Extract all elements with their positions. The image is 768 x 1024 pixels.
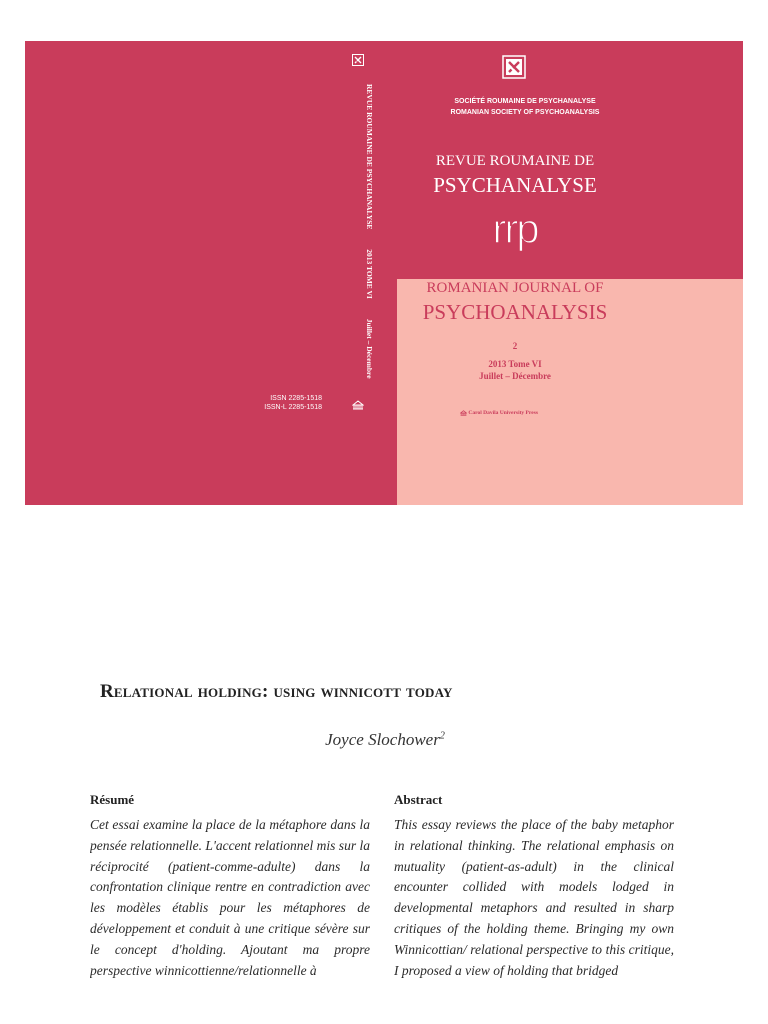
society-en: ROMANIAN SOCIETY OF PSYCHOANALYSIS (450, 109, 600, 116)
press-credit (460, 410, 580, 420)
article-author (100, 730, 670, 750)
rrp-logo: rrp (492, 205, 538, 252)
journal-title-line2: PSYCHOANALYSIS (422, 300, 608, 324)
spine-issue: 2013 TOME VI (365, 249, 374, 299)
issue-period: Juillet – Décembre (479, 371, 551, 381)
abstract-text: This essay reviews the place of the baby metaphor in relational thinking. The relational emphasis on mutuality (patient-as-adult) in the clinical encounter collided with models lodged in developmental metaphors and resulted in sharp critiques of the holding theme. Bringing my own Winnicottian/ relational perspective to this critique, I proposed a view of holding that bridged (394, 817, 674, 978)
issn-block (230, 394, 322, 412)
issue-tome: 2013 Tome VI (488, 359, 542, 369)
society-fr: SOCIÉTÉ ROUMAINE DE PSYCHANALYSE (454, 98, 596, 105)
issn-l: ISSN-L 2285-1518 (264, 404, 322, 411)
society-names (420, 96, 630, 118)
press-logo-icon (460, 410, 467, 416)
author-footnote-marker: 2 (439, 730, 445, 742)
resume-heading: Résumé (90, 792, 135, 807)
resume-text: Cet essai examine la place de la métaphore dans la pensée relationnelle. L'accent relationnel mis sur la réciprocité (patient-comme-adulte) dans la confrontation clinique rentre en contradiction avec les modèles établis pour les métaphores de développement et conduit à une critique sévère sur le concept d'holding. Ajoutant ma propre perspective winnicottienne/relationnelle à (90, 817, 370, 978)
journal-title-line1: ROMANIAN JOURNAL OF (426, 280, 604, 296)
journal-logo-icon (352, 54, 364, 66)
spine (342, 84, 390, 414)
author-name: Joyce Slochower (325, 730, 440, 749)
issn: ISSN 2285-1518 (270, 395, 322, 402)
revue-title-line2: PSYCHANALYSE (433, 173, 597, 197)
spine-title: REVUE ROUMAINE DE PSYCHANALYSE (365, 84, 374, 230)
issue-number: 2 (512, 341, 518, 351)
press-name: Carol Davila University Press (468, 410, 538, 416)
spine-period: Juillet – Décembre (365, 318, 374, 379)
abstract-heading: Abstract (394, 792, 443, 807)
journal-logo-icon (502, 55, 526, 79)
article-title: Relational holding: using winnicott today (100, 681, 453, 702)
revue-title-line1: REVUE ROUMAINE DE (435, 153, 595, 169)
press-logo-icon (352, 399, 364, 411)
